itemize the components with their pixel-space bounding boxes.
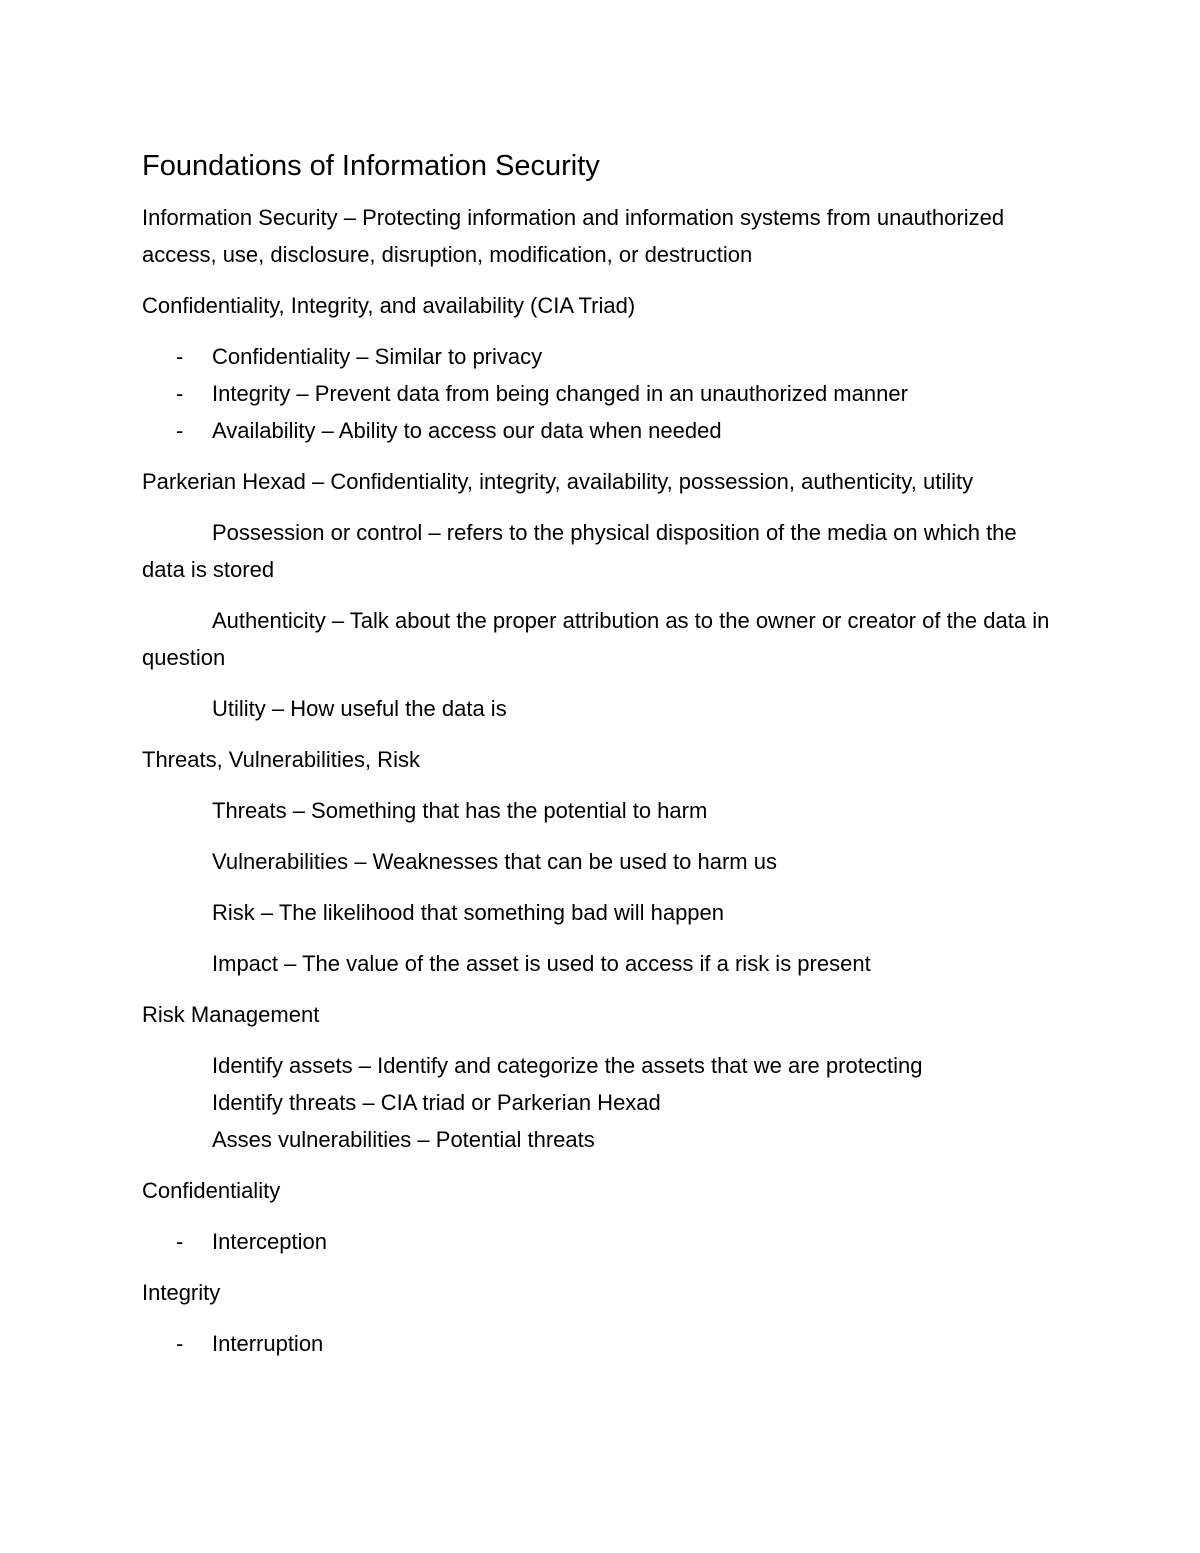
dash-bullet: - [176, 418, 184, 443]
list-item-text: Confidentiality – Similar to privacy [212, 344, 543, 369]
possession-definition: Possession or control – refers to the physical disposition of the media on which the data is stored [142, 520, 1017, 582]
impact-definition: Impact – The value of the asset is used to access if a risk is present [212, 951, 871, 976]
list-item [142, 1325, 1057, 1362]
vulnerabilities-definition: Vulnerabilities – Weaknesses that can be used to harm us [212, 849, 777, 874]
parkerian-hexad: Parkerian Hexad – Confidentiality, integrity, availability, possession, authenticity, utility [142, 469, 974, 494]
confidentiality-heading: Confidentiality [142, 1178, 281, 1203]
integrity-list [142, 1325, 1057, 1362]
list-item [142, 375, 1057, 412]
cia-list [142, 338, 1057, 449]
list-item-text: Integrity – Prevent data from being changed in an unauthorized manner [212, 381, 908, 406]
page-title: Foundations of Information Security [142, 150, 600, 182]
dash-bullet: - [176, 344, 184, 369]
authenticity-definition: Authenticity – Talk about the proper attribution as to the owner or creator of the data in question [142, 608, 1050, 670]
threats-definition: Threats – Something that has the potential to harm [212, 798, 708, 823]
confidentiality-list [142, 1223, 1057, 1260]
list-item [142, 338, 1057, 375]
cia-heading: Confidentiality, Integrity, and availability (CIA Triad) [142, 293, 636, 318]
integrity-heading: Integrity [142, 1280, 221, 1305]
list-item [142, 1223, 1057, 1260]
dash-bullet: - [176, 1229, 184, 1254]
list-item [142, 412, 1057, 449]
risk-definition: Risk – The likelihood that something bad will happen [212, 900, 725, 925]
list-item-text: Interruption [212, 1331, 324, 1356]
infosec-definition: Information Security – Protecting information and information systems from unauthorized access, use, disclosure, disruption, modification, or destruction [142, 205, 1005, 267]
list-item-text: Availability – Ability to access our data when needed [212, 418, 722, 443]
utility-definition: Utility – How useful the data is [212, 696, 507, 721]
risk-management-heading: Risk Management [142, 1002, 320, 1027]
rm-item-identify-assets: Identify assets – Identify and categorize the assets that we are protecting [212, 1053, 923, 1078]
tvr-heading: Threats, Vulnerabilities, Risk [142, 747, 420, 772]
document-content [142, 146, 1057, 1376]
rm-item-assess-vulnerabilities: Asses vulnerabilities – Potential threats [212, 1127, 595, 1152]
dash-bullet: - [176, 381, 184, 406]
rm-item-identify-threats: Identify threats – CIA triad or Parkerian Hexad [212, 1090, 661, 1115]
dash-bullet: - [176, 1331, 184, 1356]
list-item-text: Interception [212, 1229, 327, 1254]
